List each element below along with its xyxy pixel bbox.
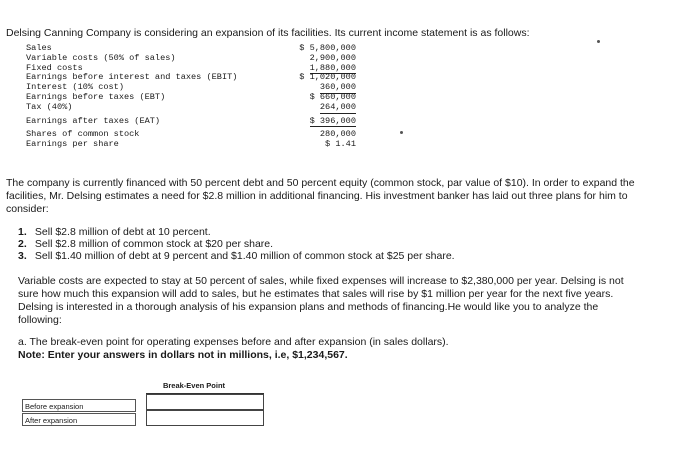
- statement-label: Fixed costs: [26, 62, 83, 73]
- plan-text: Sell $1.40 million of debt at 9 percent and $1.40 million of common stock at $25 per share.: [34, 250, 455, 262]
- question-block: [18, 336, 658, 362]
- statement-value: 1,880,000: [309, 62, 356, 73]
- statement-label: Earnings before taxes (EBT): [26, 91, 166, 102]
- statement-value: $ 396,000: [309, 115, 356, 126]
- statement-row: [26, 140, 356, 150]
- statement-row: [26, 93, 356, 103]
- list-item: [18, 238, 658, 250]
- after-expansion-input[interactable]: [146, 410, 264, 426]
- statement-label: Tax (40%): [26, 101, 73, 112]
- intro-text: Delsing Canning Company is considering an expansion of its facilities. Its current income statement is as follows:: [6, 27, 530, 39]
- statement-value: $ 1.41: [325, 139, 356, 150]
- answer-table: [22, 378, 268, 430]
- plan-text: Sell $2.8 million of debt at 10 percent.: [34, 226, 211, 238]
- answer-note: Note: Enter your answers in dollars not in millions, i.e, $1,234,567.: [18, 349, 348, 361]
- statement-value: 280,000: [319, 129, 356, 140]
- statement-value: $ 660,000: [309, 91, 356, 102]
- statement-label: Earnings after taxes (EAT): [26, 115, 161, 126]
- list-item: [18, 250, 658, 262]
- plans-list: [18, 226, 658, 262]
- statement-label: Earnings per share: [26, 139, 119, 150]
- statement-label: Earnings before interest and taxes (EBIT): [26, 72, 238, 83]
- row-label-after: After expansion: [22, 413, 136, 426]
- statement-value: $ 5,800,000: [299, 43, 356, 53]
- statement-value: 360,000: [319, 82, 356, 93]
- list-item: [18, 226, 658, 238]
- stray-mark: [400, 131, 403, 134]
- plan-number: 1.: [18, 226, 27, 238]
- statement-row: [26, 117, 356, 127]
- table-header: Break-Even Point: [162, 381, 226, 390]
- plan-number: 2.: [18, 238, 27, 250]
- question-text: a. The break-even point for operating expenses before and after expansion (in sales dollars).: [18, 336, 449, 348]
- assumptions-paragraph: Variable costs are expected to stay at 50 percent of sales, while fixed expenses will increase to $2,380,000 per year. Delsing is not sure how much this expansion will add to sales, but he estimates that sales will rise by $1 million per year for the next five years. Delsing is interested in a thorough analysis of his expansion plans and methods of financing.He would like you to analyze the following:: [18, 275, 624, 326]
- statement-label: Shares of common stock: [26, 129, 140, 140]
- statement-label: Interest (10% cost): [26, 82, 124, 93]
- statement-label: Sales: [26, 43, 52, 53]
- statement-row: [26, 103, 356, 113]
- financing-paragraph: The company is currently financed with 50 percent debt and 50 percent equity (common stock, par value of $10). In order to expand the facilities, Mr. Delsing estimates a need for $2.8 million in additional financing. His investment banker has laid out three plans for him to consider:: [6, 177, 635, 215]
- stray-mark: [597, 40, 600, 43]
- statement-label: Variable costs (50% of sales): [26, 52, 176, 63]
- statement-value: 264,000: [319, 101, 356, 112]
- row-label-before: Before expansion: [22, 399, 136, 412]
- income-statement: [26, 44, 356, 150]
- before-expansion-input[interactable]: [146, 394, 264, 410]
- statement-value: 2,900,000: [309, 52, 356, 63]
- statement-value: $ 1,020,000: [299, 72, 356, 83]
- plan-number: 3.: [18, 250, 27, 262]
- plan-text: Sell $2.8 million of common stock at $20 per share.: [34, 238, 274, 250]
